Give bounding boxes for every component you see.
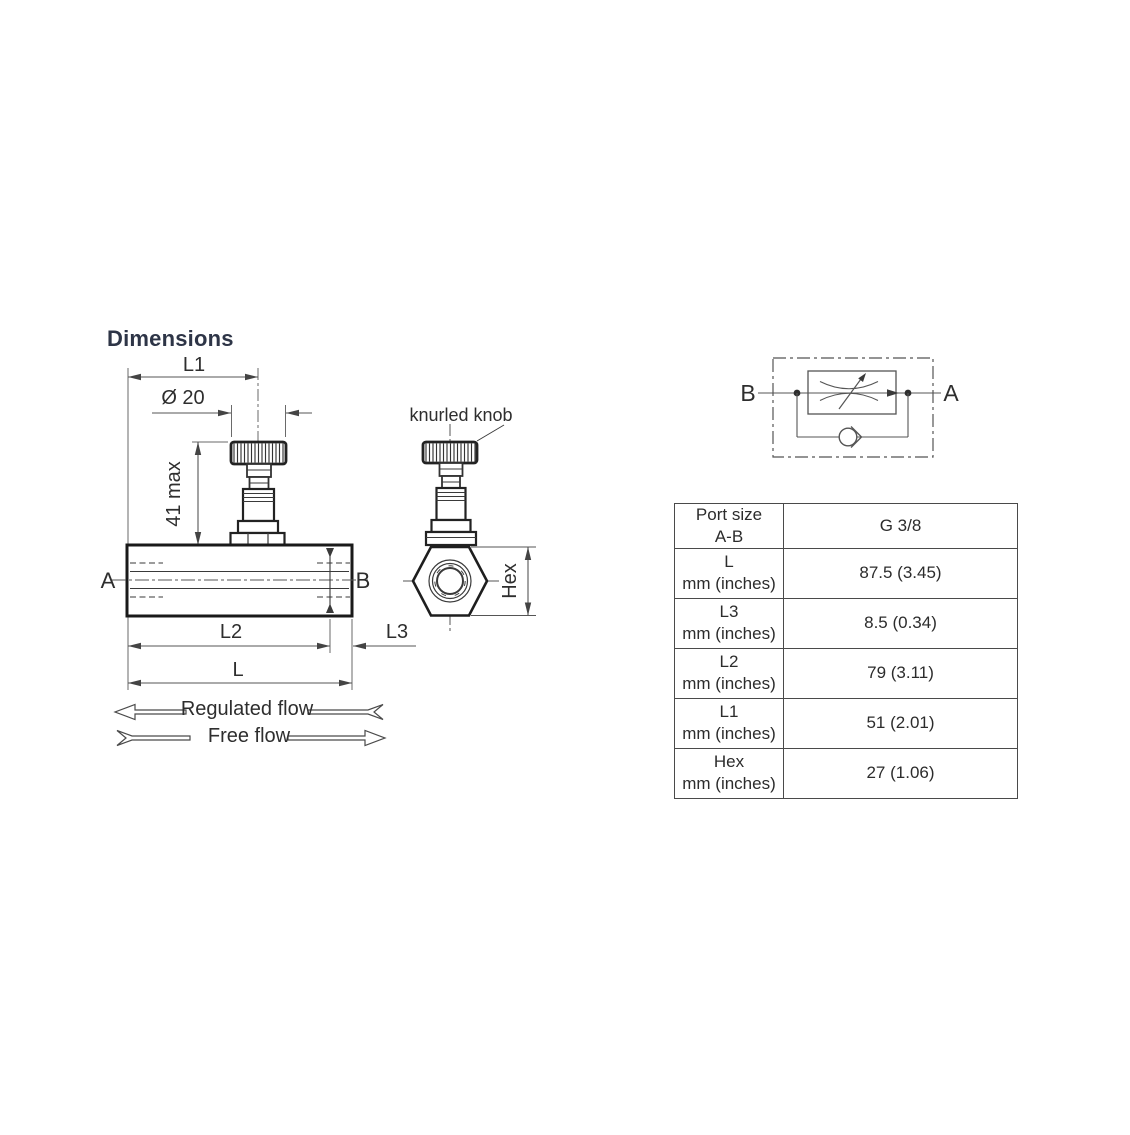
side-view (403, 405, 536, 633)
regulated-flow-arrow-left (115, 705, 186, 720)
value-cell: 87.5 (3.45) (784, 548, 1018, 598)
value-cell: 51 (2.01) (784, 698, 1018, 748)
regulated-flow-label: Regulated flow (180, 698, 314, 720)
dim-l3-label: L3 (385, 621, 409, 643)
free-flow-tail-left (117, 731, 190, 746)
dim-dia20-label: Ø 20 (161, 387, 205, 409)
dim-l-label: L (232, 659, 244, 681)
free-flow-arrow-right (288, 731, 385, 746)
param-cell: L1 mm (inches) (675, 698, 784, 748)
table-row-header (675, 504, 1018, 549)
dim-l2 (128, 643, 330, 649)
value-cell: 8.5 (0.34) (784, 598, 1018, 648)
table-row (675, 548, 1018, 598)
port-b-label: B (355, 568, 371, 593)
knurled-knob-front (231, 442, 286, 464)
dim-41max-label: 41 max (163, 461, 185, 527)
dim-hex-label: Hex (499, 563, 521, 599)
regulated-flow-tail-right (308, 705, 383, 720)
table-header-value: G 3/8 (784, 504, 1018, 549)
param-cell: Hex mm (inches) (675, 748, 784, 798)
table-row (675, 748, 1018, 798)
front-view (101, 354, 416, 690)
front-knob-assembly (231, 438, 287, 552)
valve-body-front (112, 545, 368, 616)
param-cell: L3 mm (inches) (675, 598, 784, 648)
table-row (675, 648, 1018, 698)
dimension-table (674, 503, 1018, 799)
knurled-knob-side (423, 442, 477, 463)
hex-body-side (413, 547, 487, 616)
schematic-port-b-label: B (740, 380, 756, 406)
schematic-port-a-label: A (943, 380, 959, 406)
page-title: Dimensions (107, 326, 234, 351)
flow-legend (115, 698, 385, 747)
dim-41max (195, 442, 201, 545)
param-cell: L mm (inches) (675, 548, 784, 598)
hydraulic-schematic (740, 358, 959, 457)
knurled-knob-label: knurled knob (409, 405, 513, 425)
table-header-param: Port size A-B (675, 504, 784, 549)
dim-l3 (353, 643, 416, 649)
table-row (675, 698, 1018, 748)
dim-l1-label: L1 (182, 354, 206, 376)
knob-leader-line (477, 425, 504, 441)
param-cell: L2 mm (inches) (675, 648, 784, 698)
free-flow-label: Free flow (207, 725, 291, 747)
value-cell: 79 (3.11) (784, 648, 1018, 698)
value-cell: 27 (1.06) (784, 748, 1018, 798)
port-a-label: A (100, 568, 116, 593)
dim-l2-label: L2 (219, 621, 243, 643)
table-row (675, 598, 1018, 648)
